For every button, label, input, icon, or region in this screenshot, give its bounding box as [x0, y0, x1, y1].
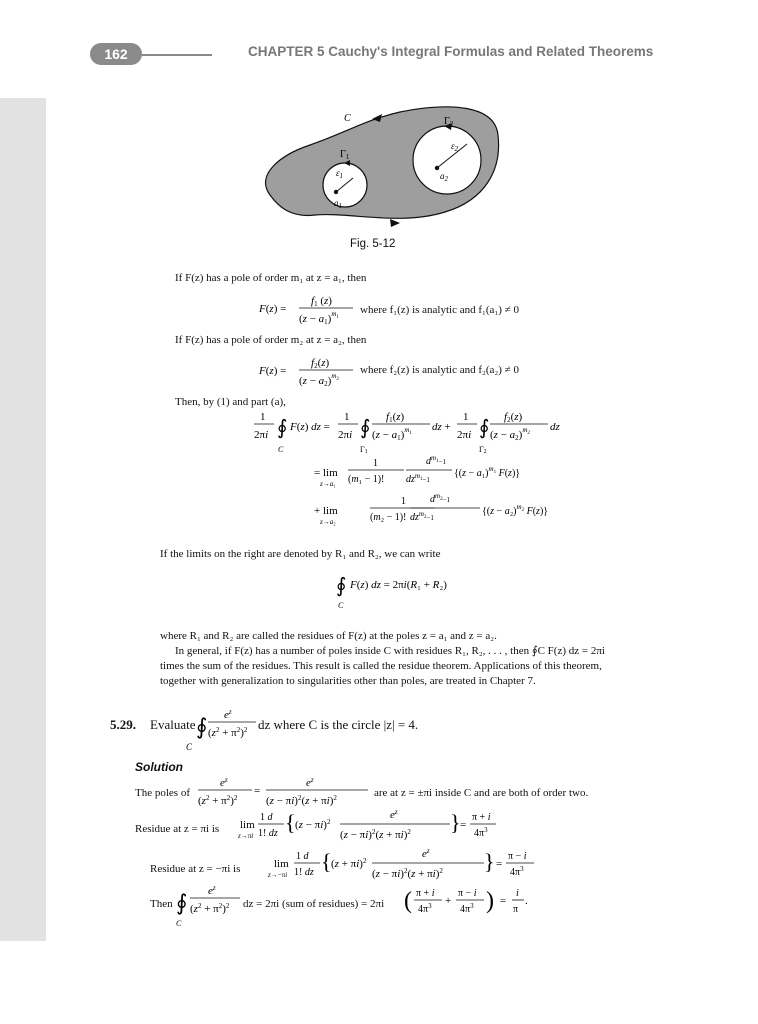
svg-text:{: { — [285, 810, 296, 835]
svg-text:2πi: 2πi — [338, 429, 353, 441]
svg-text:(z + πi)2: $(z + \pi i)^2$ — [331, 857, 367, 870]
svg-text:=: = — [254, 785, 261, 797]
solution-line1-lead: The poles of — [135, 787, 190, 799]
svg-text:1: 1 — [401, 496, 406, 507]
svg-text:dz +: dz + — [432, 421, 451, 433]
text-pole-order-m2: If F(z) has a pole of order m₂ at z = a₂, then — [175, 334, 367, 346]
svg-text:dzm2−1: $dz^m_{2-1}$ — [410, 510, 434, 523]
svg-text:{(z − a₁)m1 F(z)}: {$(z - a_1)^m_1$ F(z)} — [454, 465, 521, 479]
svg-text:dz: dz — [550, 421, 560, 433]
text-residues-defined: where R₁ and R₂ are called the residues of F(z) at the poles z = a₁ and z = a₂. — [160, 630, 497, 642]
solution-then-lead: Then — [150, 898, 173, 910]
svg-text:4π3: $4\pi^3$ — [460, 902, 474, 915]
eq1-note: where f₁(z) is analytic and f₁(a₁) ≠ 0 — [360, 304, 519, 316]
header-rule — [142, 54, 212, 56]
svg-text:C: C — [186, 742, 193, 752]
svg-text:F(z) =: F(z) = — [259, 303, 287, 315]
problem-number: 5.29. — [110, 717, 136, 732]
svg-text:1! dz: 1! dz — [294, 867, 314, 878]
equation-residue-derivation — [250, 408, 570, 528]
svg-text:z→πi: z→πi — [238, 832, 254, 840]
svg-text:= lim: = lim — [314, 467, 338, 479]
svg-text:}: } — [484, 849, 495, 874]
solution-final-result — [404, 880, 534, 924]
svg-text:(z − a1)m1: $(z - a1)^m1$ — [372, 426, 412, 442]
svg-text:1: 1 — [463, 411, 469, 423]
text-general-case: In general, if F(z) has a number of poles inside C with residues R₁, R₂, . . . , then ∮C F(z) dz = 2πi — [175, 645, 605, 657]
page-margin-band — [0, 98, 46, 941]
svg-text:(z − a2)m2: $(z - a2)^m2$ — [490, 426, 530, 442]
figure-contour-diagram — [250, 100, 510, 235]
svg-text:ez: $e^z$ — [390, 808, 398, 821]
svg-text:∮: ∮ — [277, 417, 288, 439]
svg-text:ez: $e^z$ — [306, 776, 314, 789]
label-a1: $a_1$ — [334, 198, 342, 210]
page-header — [0, 40, 758, 70]
svg-text:(m₂ − 1)!: (m₂ − 1)! — [370, 512, 407, 523]
svg-text:C: C — [338, 601, 344, 610]
svg-text:{: { — [321, 849, 332, 874]
svg-text:∮: ∮ — [360, 417, 371, 439]
text-residue-theorem: times the sum of the residues. This result is called the residue theorem. Applications of this theorem, — [160, 660, 602, 672]
a1-point — [334, 190, 338, 194]
svg-text:1: 1 — [344, 411, 350, 423]
solution-line1-tail: are at z = ±πi inside C and are both of order two. — [374, 787, 589, 799]
label-gamma2: $\Gamma_2$ — [444, 116, 454, 128]
svg-text:2πi: 2πi — [254, 429, 269, 441]
svg-text:=: = — [460, 819, 467, 831]
svg-text:dzm1−1: $dz^m_{1-1}$ — [406, 472, 430, 485]
svg-text:f1(z): f1(z) — [386, 411, 405, 424]
solution-residue-minus-pi-expr — [268, 843, 542, 885]
svg-text:Γ1: Γ1 — [360, 445, 368, 455]
svg-text:∮: ∮ — [196, 714, 208, 739]
page-number: 162 — [90, 43, 142, 65]
svg-text:π + i: π + i — [472, 812, 491, 823]
svg-text:dm2−1: $d^m_{2-1}$ — [430, 492, 451, 505]
equation-contour-sum — [330, 568, 510, 610]
svg-text:1! dz: 1! dz — [258, 828, 278, 839]
solution-then-mid: dz = 2πi (sum of residues) = 2πi — [243, 898, 385, 910]
chapter-title: CHAPTER 5 Cauchy's Integral Formulas and Related Theorems — [248, 44, 654, 59]
svg-text:ez: $e^z$ — [422, 847, 430, 860]
solution-residue-pi-lead: Residue at z = πi is — [135, 823, 220, 835]
svg-text:ez: $e^z$ — [224, 708, 232, 721]
a2-point — [435, 166, 439, 170]
svg-text:f2(z): f2(z) — [311, 357, 330, 370]
svg-text:z→a₂: z→a₂ — [320, 518, 336, 526]
svg-text:ez: $e^z$ — [208, 884, 216, 897]
svg-text:lim: lim — [274, 858, 289, 870]
svg-text:z→a₁: z→a₁ — [320, 480, 336, 488]
svg-text:π − i: π − i — [508, 851, 527, 862]
svg-text:C: C — [278, 445, 284, 454]
svg-text:=: = — [500, 895, 507, 907]
svg-text:π + i: π + i — [416, 888, 435, 899]
svg-text:(z − πi)2(z + πi)2: $(z - \pi i)^2(z + \pi i)^2$ — [372, 867, 443, 880]
text-chapter7-reference: together with generalization to singularities other than poles, are treated in Chapter 7. — [160, 675, 536, 687]
eq2-note: where f₂(z) is analytic and f₂(a₂) ≠ 0 — [360, 364, 519, 376]
svg-text:1 d: 1 d — [260, 812, 273, 823]
svg-text:(z − πi)2(z + πi)2: $(z - \pi i)^2(z + \pi i)^2$ — [266, 794, 337, 807]
svg-text:1 d: 1 d — [296, 851, 309, 862]
svg-text:∮: ∮ — [479, 417, 490, 439]
problem-integrand — [186, 704, 258, 752]
label-c: C — [344, 113, 351, 124]
svg-text:(z − πi)2(z + πi)2: $(z - \pi i)^2(z + \pi i)^2$ — [340, 828, 411, 841]
svg-text:.: . — [525, 895, 528, 907]
svg-text:(z2 + π2)2: $(z^2 + \pi^2)^2$ — [190, 902, 230, 915]
svg-text:=: = — [496, 858, 503, 870]
svg-text:F(z) dz =: F(z) dz = — [290, 421, 330, 433]
solution-residue-pi-expr — [238, 804, 498, 846]
text-then-by-part-a: Then, by (1) and part (a), — [175, 396, 286, 408]
svg-text:∮: ∮ — [336, 575, 347, 597]
svg-text:(m₁ − 1)!: (m₁ − 1)! — [348, 474, 385, 485]
svg-text:4π3: $4\pi^3$ — [418, 902, 432, 915]
svg-text:(z − πi)2: $(z - \pi i)^2$ — [295, 818, 331, 831]
svg-text:}: } — [450, 810, 461, 835]
label-eps1: $\varepsilon_1$ — [336, 168, 344, 180]
svg-text:F(z) =: F(z) = — [259, 365, 287, 377]
label-a2: $a_2$ — [440, 171, 448, 183]
svg-text:z→−πi: z→−πi — [268, 871, 288, 879]
svg-text:(z2 + π2)2: $(z^2 + \pi^2)^2$ — [198, 794, 238, 807]
problem-lead: Evaluate — [150, 717, 196, 732]
svg-text:lim: lim — [240, 819, 255, 831]
svg-text:+ lim: + lim — [314, 505, 338, 517]
svg-text:i: i — [516, 888, 519, 899]
svg-text:2πi: 2πi — [457, 429, 472, 441]
svg-text:F(z) dz = 2πi(R₁ + R₂): F(z) dz = 2πi(R₁ + R₂) — [350, 579, 447, 591]
svg-text:4π3: $4\pi^3$ — [510, 865, 524, 878]
svg-text:1: 1 — [260, 411, 266, 423]
svg-text:1: 1 — [373, 458, 378, 469]
svg-text:(z2 + π2)2: $(z^2 + \pi^2)^2$ — [208, 726, 248, 739]
svg-text:(z − a1)m1: $(z - a1)^m1$ — [299, 310, 339, 326]
svg-text:π − i: π − i — [458, 888, 477, 899]
svg-text:dm1−1: $d^m_{1-1}$ — [426, 454, 447, 467]
svg-text:{(z − a₂)m2 F(z)}: {$(z - a_2)^m_2$ F(z)} — [482, 503, 549, 517]
svg-text:Γ2: Γ2 — [479, 445, 487, 455]
svg-text:f1 (z): f1 (z) — [311, 295, 332, 308]
svg-text:ez: $e^z$ — [220, 776, 228, 789]
solution-residue-minus-pi-lead: Residue at z = −πi is — [150, 863, 241, 875]
svg-text:f2(z): f2(z) — [504, 411, 523, 424]
svg-text:C: C — [176, 919, 182, 928]
svg-text:): ) — [486, 888, 494, 914]
figure-caption: Fig. 5-12 — [350, 238, 396, 250]
svg-text:π: π — [513, 904, 519, 915]
solution-label: Solution — [135, 760, 183, 774]
label-gamma1: $\Gamma_1$ — [340, 149, 350, 161]
text-pole-order-m1: If F(z) has a pole of order m₁ at z = a₁, then — [175, 272, 367, 284]
svg-text:∮: ∮ — [176, 890, 188, 915]
svg-text:+: + — [445, 895, 452, 907]
svg-text:(: ( — [404, 888, 412, 914]
problem-tail: dz where C is the circle |z| = 4. — [258, 717, 419, 732]
svg-text:(z − a2)m2: $(z - a2)^m2$ — [299, 372, 339, 388]
contour-arrow-bottom — [390, 219, 400, 227]
text-limits-denoted: If the limits on the right are denoted by R₁ and R₂, we can write — [160, 548, 441, 560]
svg-text:4π3: $4\pi^3$ — [474, 826, 488, 839]
label-eps2: $\varepsilon_2$ — [451, 141, 459, 153]
